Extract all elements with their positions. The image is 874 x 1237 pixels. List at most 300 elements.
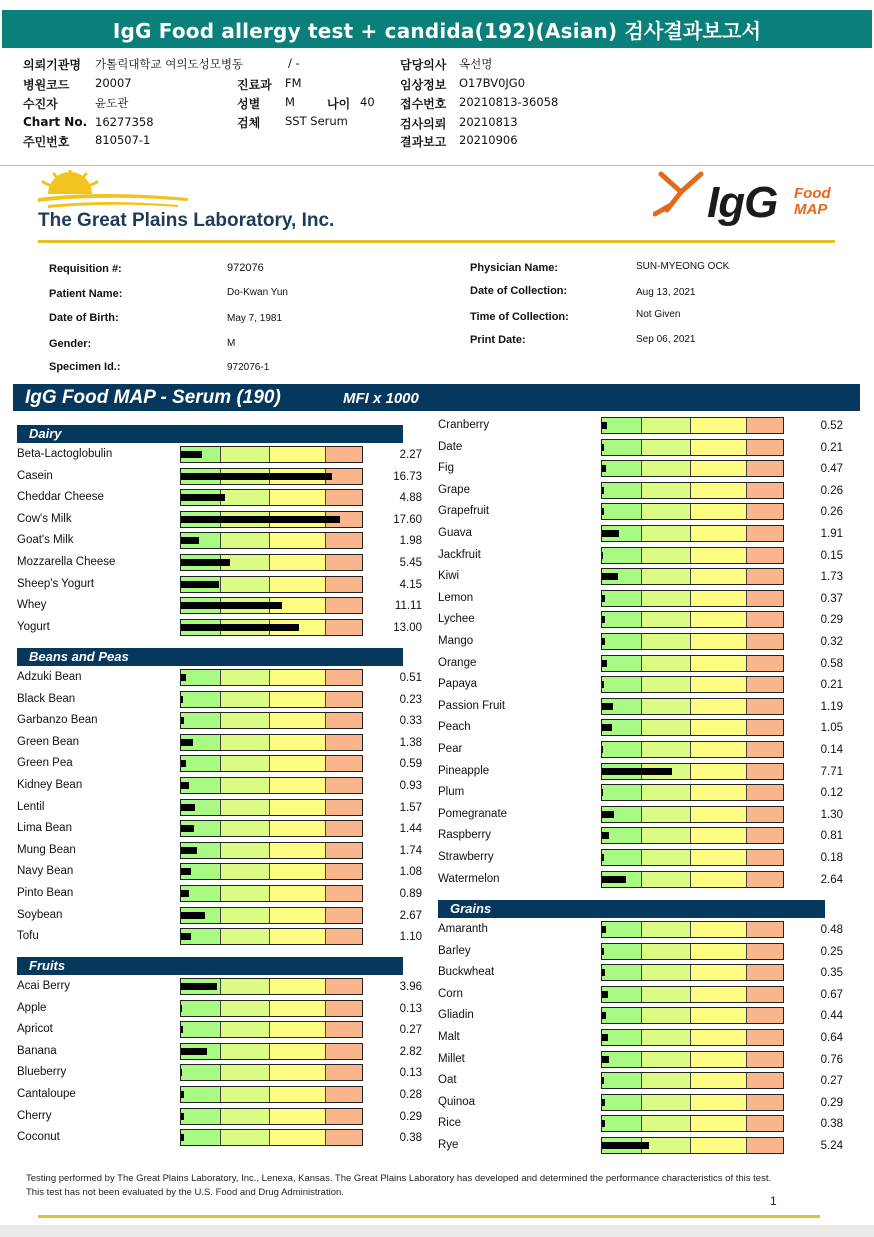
- bar-fill: [602, 638, 605, 645]
- food-name: Yogurt: [17, 620, 50, 633]
- bar-zone: [642, 440, 691, 455]
- bar-zone: [747, 922, 783, 937]
- reactivity-bar: [180, 554, 363, 571]
- bar-zone: [747, 872, 783, 887]
- food-row: [17, 669, 427, 687]
- food-value: 0.21: [820, 679, 843, 692]
- food-name: Pear: [438, 743, 463, 755]
- bar-fill: [602, 1120, 605, 1127]
- food-value: 0.51: [399, 672, 422, 684]
- reactivity-bar: [180, 1129, 363, 1146]
- bar-fill: [181, 451, 202, 458]
- bar-zone: [691, 526, 747, 541]
- food-name: Pineapple: [438, 764, 490, 777]
- sex-value: M: [285, 95, 295, 109]
- lab-name: The Great Plains Laboratory, Inc.: [38, 210, 335, 231]
- food-name: Soybean: [17, 908, 63, 921]
- bar-zone: [747, 987, 783, 1002]
- reactivity-bar: [180, 885, 363, 902]
- food-name: Kidney Bean: [17, 779, 83, 791]
- bar-zone: [221, 447, 270, 462]
- bar-zone: [747, 591, 783, 606]
- bar-zone: [221, 908, 270, 923]
- food-value: 2.64: [820, 873, 843, 886]
- bar-zone: [642, 634, 691, 649]
- bar-zone: [691, 418, 747, 433]
- food-name: Corn: [438, 987, 463, 1000]
- reactivity-bar: [601, 943, 784, 960]
- top-margin: [0, 0, 874, 10]
- bar-zone: [270, 1130, 326, 1145]
- food-value: 1.08: [399, 866, 422, 879]
- bar-zone: [270, 1109, 326, 1124]
- patient-name-value: Do-Kwan Yun: [227, 287, 288, 298]
- food-name: Cranberry: [438, 419, 490, 431]
- food-row: [438, 849, 848, 867]
- bar-zone: [602, 742, 642, 757]
- food-name: Orange: [438, 656, 477, 669]
- reactivity-bar: [601, 417, 784, 434]
- food-value: 2.67: [399, 909, 422, 922]
- reactivity-bar: [601, 460, 784, 477]
- bar-zone: [270, 735, 326, 750]
- food-name: Acai Berry: [17, 980, 71, 992]
- bar-zone: [642, 1073, 691, 1088]
- age-value: 40: [360, 95, 375, 109]
- food-row: [17, 511, 427, 529]
- food-row: [17, 1129, 427, 1147]
- bar-zone: [221, 1022, 270, 1037]
- food-value: 0.32: [820, 636, 843, 648]
- food-row: [438, 633, 848, 651]
- reactivity-bar: [180, 1043, 363, 1060]
- bar-fill: [181, 1113, 184, 1120]
- bar-fill: [181, 890, 189, 897]
- food-row: [17, 978, 427, 996]
- food-row: [438, 568, 848, 586]
- food-name: Tofu: [17, 930, 39, 943]
- bar-zone: [642, 461, 691, 476]
- bar-zone: [642, 483, 691, 498]
- bar-zone: [642, 850, 691, 865]
- bar-zone: [691, 699, 747, 714]
- bar-zone: [270, 778, 326, 793]
- bar-zone: [326, 843, 362, 858]
- food-row: [438, 417, 848, 435]
- reactivity-bar: [601, 849, 784, 866]
- food-row: [17, 885, 427, 903]
- food-row: [438, 590, 848, 608]
- food-value: 1.74: [399, 844, 422, 857]
- food-value: 1.38: [399, 736, 422, 749]
- bar-fill: [602, 444, 604, 451]
- food-value: 1.10: [399, 931, 422, 944]
- bar-fill: [602, 1056, 609, 1063]
- bar-zone: [270, 843, 326, 858]
- bar-zone: [602, 504, 642, 519]
- food-row: [438, 1094, 848, 1112]
- korean-info-block: [0, 48, 874, 166]
- bar-fill: [602, 1142, 649, 1149]
- physician-label: Physician Name:: [470, 262, 559, 274]
- food-name: Malt: [438, 1031, 460, 1043]
- bar-zone: [747, 828, 783, 843]
- bar-zone: [691, 677, 747, 692]
- food-value: 0.37: [820, 592, 843, 605]
- food-row: [17, 576, 427, 594]
- bar-zone: [691, 764, 747, 779]
- food-value: 0.21: [820, 441, 843, 454]
- bar-zone: [642, 987, 691, 1002]
- patient-name-label: Patient Name:: [49, 288, 123, 300]
- bar-fill: [181, 804, 195, 811]
- bar-zone: [221, 1001, 270, 1016]
- reactivity-bar: [180, 842, 363, 859]
- food-row: [17, 532, 427, 550]
- bar-zone: [642, 1116, 691, 1131]
- reactivity-bar: [601, 1051, 784, 1068]
- food-row: [17, 755, 427, 773]
- food-row: [17, 712, 427, 730]
- bar-fill: [602, 724, 612, 731]
- bar-fill: [602, 768, 672, 775]
- bar-zone: [270, 908, 326, 923]
- bar-zone: [270, 670, 326, 685]
- bar-fill: [602, 552, 603, 559]
- bar-zone: [691, 922, 747, 937]
- bar-zone: [326, 800, 362, 815]
- food-row: [17, 1086, 427, 1104]
- bar-fill: [181, 1005, 182, 1012]
- bar-zone: [270, 577, 326, 592]
- bar-zone: [642, 504, 691, 519]
- bar-zone: [642, 944, 691, 959]
- bar-zone: [270, 929, 326, 944]
- food-row: [17, 597, 427, 615]
- food-value: 0.27: [820, 1075, 843, 1088]
- bar-zone: [642, 656, 691, 671]
- food-name: Lentil: [17, 800, 45, 813]
- food-row: [438, 525, 848, 543]
- food-row: [438, 871, 848, 889]
- bar-zone: [326, 735, 362, 750]
- bar-zone: [691, 965, 747, 980]
- bar-zone: [326, 886, 362, 901]
- food-row: [438, 827, 848, 845]
- bar-zone: [270, 1001, 326, 1016]
- food-name: Peach: [438, 721, 471, 734]
- food-name: Goat's Milk: [17, 534, 74, 547]
- bar-zone: [602, 922, 642, 937]
- section-header: Fruits: [17, 957, 403, 975]
- bar-zone: [602, 483, 642, 498]
- reactivity-bar: [601, 439, 784, 456]
- bar-zone: [691, 1116, 747, 1131]
- bar-zone: [602, 1030, 642, 1045]
- reactivity-bar: [601, 986, 784, 1003]
- bar-fill: [181, 1091, 184, 1098]
- bar-zone: [747, 526, 783, 541]
- bar-fill: [181, 1026, 183, 1033]
- bar-zone: [642, 965, 691, 980]
- bar-zone: [221, 778, 270, 793]
- bar-fill: [602, 681, 604, 688]
- reactivity-bar: [180, 576, 363, 593]
- bar-zone: [642, 1095, 691, 1110]
- food-value: 0.48: [820, 924, 843, 936]
- food-name: Lychee: [438, 613, 475, 626]
- bar-zone: [326, 620, 362, 635]
- request-value: 20210813: [459, 115, 518, 129]
- section-header: Beans and Peas: [17, 648, 403, 666]
- food-row: [17, 1043, 427, 1061]
- bar-zone: [642, 828, 691, 843]
- bar-zone: [326, 929, 362, 944]
- bar-zone: [326, 555, 362, 570]
- bar-fill: [602, 948, 604, 955]
- bar-zone: [326, 1065, 362, 1080]
- resident-label: 주민번호: [23, 135, 70, 149]
- bar-zone: [747, 440, 783, 455]
- bar-zone: [691, 987, 747, 1002]
- disclaimer-text: Testing performed by The Great Plains Laboratory, Inc., Lenexa, Kansas. The Great Plains Laboratory has developed and determined the performance characteristics of this test. This test has not been evaluated by the U.S. Food and Drug Administration.: [26, 1173, 772, 1198]
- food-name: Buckwheat: [438, 966, 495, 979]
- bar-zone: [691, 634, 747, 649]
- reactivity-bar: [180, 1000, 363, 1017]
- bar-zone: [747, 483, 783, 498]
- bar-zone: [326, 1022, 362, 1037]
- bar-zone: [326, 670, 362, 685]
- food-row: [17, 799, 427, 817]
- food-value: 0.13: [399, 1067, 422, 1080]
- food-name: Cherry: [17, 1109, 52, 1122]
- food-value: 0.29: [820, 1096, 843, 1109]
- food-name: Lemon: [438, 591, 474, 604]
- bar-zone: [270, 800, 326, 815]
- page-number: 1: [770, 1194, 777, 1208]
- results-title-bar: [13, 384, 860, 411]
- bar-zone: [221, 735, 270, 750]
- bar-zone: [691, 612, 747, 627]
- food-value: 4.88: [399, 492, 422, 505]
- reactivity-bar: [180, 928, 363, 945]
- section-header: Dairy: [17, 425, 403, 443]
- food-value: 1.30: [820, 808, 843, 821]
- bar-zone: [691, 1095, 747, 1110]
- food-value: 0.64: [820, 1032, 843, 1044]
- reactivity-bar: [601, 1029, 784, 1046]
- bar-fill: [602, 530, 619, 537]
- food-name: Mozzarella Cheese: [17, 556, 116, 568]
- food-name: Watermelon: [438, 872, 500, 885]
- physician-value: SUN-MYEONG OCK: [636, 261, 730, 272]
- food-name: Kiwi: [438, 570, 460, 583]
- bar-zone: [747, 1030, 783, 1045]
- food-name: Papaya: [438, 678, 478, 691]
- dept-label: 진료과: [237, 78, 272, 92]
- bar-zone: [642, 872, 691, 887]
- bar-fill: [181, 602, 282, 609]
- bar-fill: [181, 933, 191, 940]
- bar-fill: [602, 832, 609, 839]
- bar-zone: [602, 461, 642, 476]
- food-row: [17, 907, 427, 925]
- food-row: [17, 1000, 427, 1018]
- receipt-label: 접수번호: [400, 97, 447, 111]
- bar-zone: [747, 807, 783, 822]
- bar-zone: [326, 979, 362, 994]
- food-name: Grape: [438, 483, 470, 496]
- bar-fill: [181, 983, 217, 990]
- food-name: Fig: [438, 462, 454, 475]
- food-name: Grapefruit: [438, 505, 490, 518]
- bar-zone: [602, 677, 642, 692]
- bar-zone: [221, 929, 270, 944]
- bar-fill: [181, 696, 183, 703]
- bar-fill: [602, 1012, 606, 1019]
- bar-zone: [270, 713, 326, 728]
- food-name: Rye: [438, 1139, 459, 1151]
- bar-zone: [326, 490, 362, 505]
- food-row: [438, 806, 848, 824]
- bar-zone: [270, 692, 326, 707]
- bar-fill: [602, 487, 604, 494]
- bar-fill: [181, 674, 186, 681]
- reactivity-bar: [601, 503, 784, 520]
- bar-zone: [747, 548, 783, 563]
- bar-zone: [602, 612, 642, 627]
- reactivity-bar: [601, 1115, 784, 1132]
- section-header: Grains: [438, 900, 825, 918]
- bar-zone: [642, 720, 691, 735]
- reactivity-bar: [180, 532, 363, 549]
- bar-zone: [602, 785, 642, 800]
- print-date-label: Print Date:: [470, 334, 526, 346]
- bar-fill: [602, 1099, 605, 1106]
- bar-zone: [221, 864, 270, 879]
- bar-fill: [602, 465, 606, 472]
- bar-zone: [326, 577, 362, 592]
- bar-zone: [691, 504, 747, 519]
- bar-zone: [602, 1095, 642, 1110]
- bar-zone: [270, 1065, 326, 1080]
- bar-zone: [221, 692, 270, 707]
- bar-zone: [747, 677, 783, 692]
- food-value: 2.27: [399, 449, 422, 461]
- bar-fill: [602, 926, 606, 933]
- bar-zone: [326, 1044, 362, 1059]
- food-value: 13.00: [393, 621, 422, 634]
- bar-zone: [602, 418, 642, 433]
- reactivity-bar: [601, 611, 784, 628]
- food-value: 0.33: [399, 715, 422, 728]
- bar-zone: [270, 447, 326, 462]
- food-name: Green Bean: [17, 735, 80, 748]
- bar-zone: [642, 742, 691, 757]
- food-name: Amaranth: [438, 923, 488, 935]
- food-value: 0.28: [399, 1089, 422, 1101]
- bar-zone: [602, 634, 642, 649]
- bar-fill: [602, 1034, 608, 1041]
- food-value: 0.58: [820, 657, 843, 670]
- food-row: [17, 446, 427, 464]
- bar-zone: [326, 1001, 362, 1016]
- bar-fill: [181, 717, 184, 724]
- reactivity-bar: [180, 511, 363, 528]
- doctor-value: 옥선명: [459, 57, 493, 71]
- food-name: Beta-Lactoglobulin: [17, 448, 113, 460]
- food-value: 1.05: [820, 722, 843, 735]
- reactivity-bar: [180, 1108, 363, 1125]
- reactivity-bar: [601, 698, 784, 715]
- food-name: Millet: [438, 1052, 465, 1065]
- bar-zone: [642, 526, 691, 541]
- bar-zone: [326, 447, 362, 462]
- food-name: Pomegranate: [438, 807, 508, 820]
- food-name: Passion Fruit: [438, 699, 506, 712]
- food-row: [438, 719, 848, 737]
- bar-zone: [221, 1065, 270, 1080]
- collection-date-value: Aug 13, 2021: [636, 287, 696, 298]
- sun-logo-icon: [38, 170, 198, 214]
- bar-zone: [221, 533, 270, 548]
- bar-zone: [691, 1138, 747, 1153]
- clinical-label: 임상정보: [400, 78, 447, 92]
- reactivity-bar: [180, 691, 363, 708]
- bar-zone: [221, 756, 270, 771]
- food-row: [438, 1029, 848, 1047]
- food-row: [438, 698, 848, 716]
- bar-fill: [602, 703, 613, 710]
- food-row: [438, 1072, 848, 1090]
- bar-zone: [691, 807, 747, 822]
- bar-fill: [602, 746, 603, 753]
- food-row: [438, 611, 848, 629]
- bar-zone: [326, 1130, 362, 1145]
- specimen-kr-label: 검체: [237, 116, 261, 130]
- reactivity-bar: [601, 964, 784, 981]
- food-row: [17, 863, 427, 881]
- bar-zone: [747, 764, 783, 779]
- age-label: 나이: [327, 97, 351, 111]
- food-row: [438, 763, 848, 781]
- reactivity-bar: [180, 978, 363, 995]
- specimen-id-value: 972076-1: [227, 362, 270, 373]
- bar-zone: [691, 742, 747, 757]
- food-name: Adzuki Bean: [17, 671, 82, 683]
- food-name: Casein: [17, 469, 53, 482]
- food-name: Cantaloupe: [17, 1088, 76, 1100]
- food-name: Sheep's Yogurt: [17, 577, 95, 590]
- food-value: 1.57: [399, 801, 422, 814]
- bar-zone: [602, 1008, 642, 1023]
- bar-zone: [691, 440, 747, 455]
- reactivity-bar: [180, 734, 363, 751]
- bar-fill: [602, 422, 607, 429]
- food-row: [17, 691, 427, 709]
- bar-zone: [221, 713, 270, 728]
- bar-zone: [642, 807, 691, 822]
- bar-zone: [691, 548, 747, 563]
- reactivity-bar: [601, 1072, 784, 1089]
- bar-zone: [221, 577, 270, 592]
- bar-zone: [326, 864, 362, 879]
- bar-zone: [270, 756, 326, 771]
- bar-zone: [221, 886, 270, 901]
- food-row: [438, 986, 848, 1004]
- bar-zone: [642, 785, 691, 800]
- food-name: Navy Bean: [17, 865, 74, 878]
